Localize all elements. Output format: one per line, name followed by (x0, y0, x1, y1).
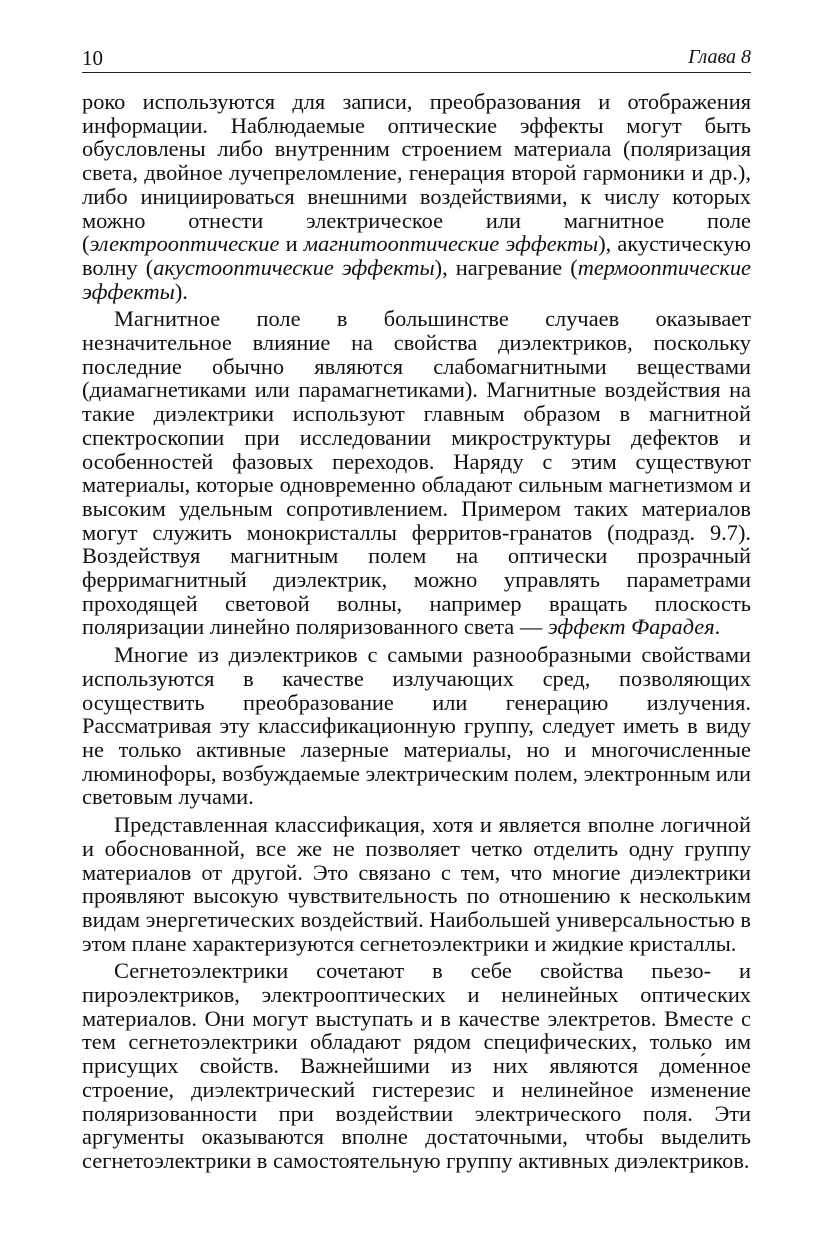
paragraph-2 (82, 307, 751, 639)
text-run: и (279, 231, 304, 257)
text-body (82, 90, 751, 1173)
term-italic: магнитооптические эффекты (303, 231, 599, 257)
chapter-title: Глава 8 (688, 46, 751, 68)
paragraph-4 (82, 813, 751, 955)
term-italic: эффект Фарадея (547, 614, 715, 640)
text-run: роко используются для записи, преобразования и отображения информации. Наблюдаемые оптические эффекты могут быть обусловлены либо внутренним строением материала (поляризация света, двойное лучепреломление, генерация второй гармоники и др.), либо инициироваться внешними воздействиями, к числу которых можно отнести электрическое или магнитное поле ( (82, 89, 751, 257)
text-run: Сегнетоэлектрики сочетают в себе свойства пьезо- и пироэлектриков, электрооптических и нелинейных оптических материалов. Они могут выступать и в качестве электретов. Вместе с тем сегнетоэлектрики обладают рядом специфических, только им присущих свойств. Важнейшими из них являются доме́нное строение, диэлектрический гистерезис и нелинейное изменение поляризованности при воздействии электрического поля. Эти аргументы оказываются вполне достаточными, чтобы выделить сегнетоэлектрики в самостоятельную группу активных диэлектриков. (82, 958, 751, 1173)
text-run: Магнитное поле в большинстве случаев оказывает незначительное влияние на свойства диэлектриков, поскольку последние обычно являются слабомагнитными веществами (диамагнетиками или парамагнетиками). Магнитные воздействия на такие диэлектрики используют главным образом в магнитной спектроскопии при исследовании микроструктуры дефектов и особенностей фазовых переходов. Наряду с этим существуют материалы, которые одновременно обладают сильным магнетизмом и высоким удельным сопротивлением. Примером таких материалов могут служить монокристаллы ферритов-гранатов (подразд. 9.7). Воздействуя магнитным полем на оптически прозрачный ферримагнитный диэлектрик, можно управлять параметрами проходящей световой волны, например вращать плоскость поляризации линейно поляризованного света — (82, 306, 751, 640)
text-run: Представленная классификация, хотя и является вполне логичной и обоснованной, все же не позволяет четко отделить одну группу материалов от другой. Это связано с тем, что многие диэлектрики проявляют высокую чувствительность по отношению к нескольким видам энергетических воздействий. Наибольшей универсальностью в этом плане характеризуются сегнетоэлектрики и жидкие кристаллы. (82, 812, 751, 956)
term-italic: термооптические эффекты (82, 254, 751, 304)
text-run: ), нагревание ( (434, 254, 578, 280)
term-italic: акустооптические эффекты (153, 254, 435, 280)
paragraph-5 (82, 959, 751, 1172)
paragraph-1 (82, 90, 751, 303)
running-header (82, 44, 751, 73)
term-italic: электрооптические (89, 231, 280, 257)
text-run: ), акустическую волну ( (82, 231, 751, 280)
text-run: . (714, 614, 721, 640)
text-run: ). (174, 278, 188, 304)
text-run: Многие из диэлектриков с самыми разнообразными свойствами используются в качестве излучающих сред, позволяющих осуществить преобразование или генерацию излучения. Рассматривая эту классификационную группу, следует иметь в виду не только активные лазерные материалы, но и многочисленные люминофоры, возбуждаемые электрическим полем, электронным или световым лучами. (82, 642, 751, 810)
page-number: 10 (82, 46, 103, 70)
paragraph-3 (82, 643, 751, 809)
